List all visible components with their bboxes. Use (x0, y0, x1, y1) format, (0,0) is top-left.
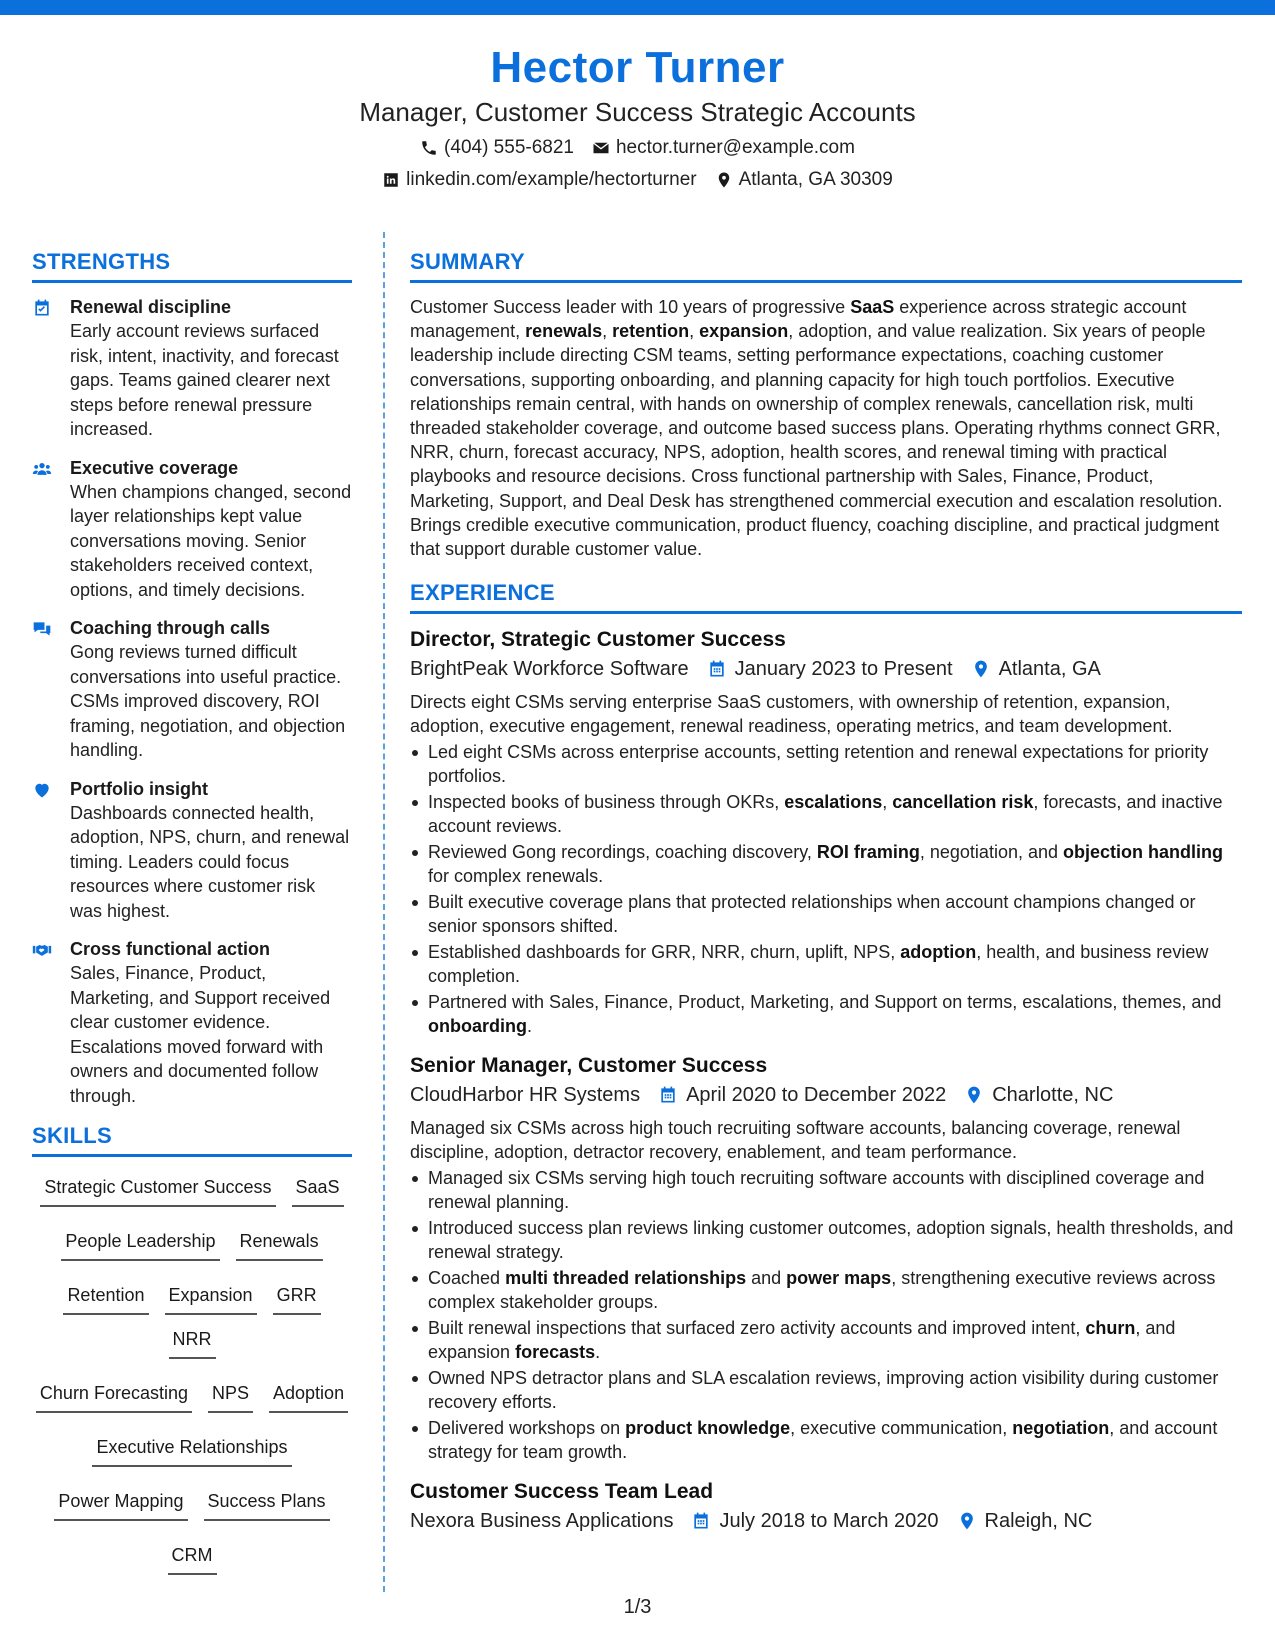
text-segment: . (595, 1342, 601, 1363)
skill-tag: Churn Forecasting (36, 1379, 192, 1413)
skill-tag: Adoption (269, 1379, 348, 1413)
job-bullet (410, 1266, 1242, 1314)
skill-tag: CRM (168, 1541, 217, 1575)
text-segment: Built renewal inspections that surfaced zero activity accounts and improved intent, (428, 1318, 1086, 1339)
skill-tag: NRR (169, 1325, 216, 1359)
job-entry (410, 1052, 1242, 1464)
location-contact (715, 168, 893, 192)
column-divider (383, 232, 385, 1592)
right-column (410, 248, 1242, 1550)
job-dates-text: April 2020 to December 2022 (686, 1084, 947, 1107)
job-bullets (410, 740, 1242, 1038)
text-segment: , (602, 321, 613, 342)
map-pin-icon (715, 171, 733, 189)
summary-heading: SUMMARY (410, 248, 1242, 283)
strength-description: When champions changed, second layer relationships kept value conversations moving. Senior stakeholders received context, options, and timely decisions. (70, 481, 352, 600)
bold-keyword: objection handling (1063, 842, 1224, 863)
text-segment: Built executive coverage plans that protected relationships when account champions changed or senior sponsors shifted. (428, 892, 1196, 937)
strength-title: Coaching through calls (70, 618, 271, 638)
bold-keyword: ROI framing (816, 842, 920, 863)
jobs-list (410, 626, 1242, 1536)
strengths-list (32, 295, 352, 1108)
bold-keyword: retention (612, 321, 690, 342)
strength-item (32, 456, 352, 603)
bold-keyword: negotiation (1012, 1418, 1110, 1439)
calendar-icon (658, 1085, 678, 1105)
contact-row-1 (0, 136, 1275, 160)
strength-description: Gong reviews turned difficult conversations into useful practice. CSMs improved discovery, ROI framing, negotiation, and objection handling. (70, 642, 346, 760)
company (410, 654, 689, 684)
job-dates (707, 654, 953, 684)
strength-title: Renewal discipline (70, 297, 232, 317)
users-icon (32, 459, 52, 479)
job-bullet (410, 1166, 1242, 1214)
job-location (964, 1080, 1113, 1110)
job-title: Director, Strategic Customer Success (410, 628, 786, 652)
text-segment: experience across strategic account management, (410, 297, 1187, 342)
resume-header (0, 40, 1275, 192)
strength-item (32, 777, 352, 924)
company (410, 1506, 673, 1536)
strength-description: Early account reviews surfaced risk, intent, inactivity, and forecast gaps. Teams gained clearer next steps before renewal pressure increased. (70, 321, 339, 439)
strength-item (32, 616, 352, 763)
job-location-text: Charlotte, NC (992, 1084, 1114, 1107)
job-meta (410, 1506, 1242, 1536)
skill-tag: Retention (63, 1281, 148, 1315)
job-entry (410, 1478, 1242, 1536)
strength-title: Cross functional action (70, 939, 271, 959)
job-title: Customer Success Team Lead (410, 1480, 714, 1504)
job-dates (691, 1506, 938, 1536)
text-segment: , health, and business review completion. (428, 942, 1209, 987)
bold-keyword: multi threaded relationships (505, 1268, 747, 1289)
strength-title: Executive coverage (70, 457, 239, 478)
text-segment: , and expansion (428, 1318, 1176, 1363)
text-segment: Delivered workshops on (428, 1418, 626, 1439)
candidate-title: Manager, Customer Success Strategic Accounts (359, 97, 916, 127)
text-segment: Partnered with Sales, Finance, Product, Marketing, and Support on terms, escalations, themes, and (428, 992, 1222, 1013)
text-segment: for complex renewals. (428, 866, 604, 887)
phone-text: (404) 555-6821 (444, 137, 574, 158)
job-description: Managed six CSMs across high touch recruiting software accounts, balancing coverage, renewal discipline, adoption, detractor recovery, enablement, and team performance. (410, 1118, 1181, 1163)
bold-keyword: expansion (699, 321, 789, 342)
bold-keyword: adoption (900, 942, 977, 963)
job-meta (410, 654, 1242, 684)
job-location-text: Atlanta, GA (998, 658, 1101, 681)
job-dates-text: January 2023 to Present (734, 658, 953, 681)
bold-keyword: escalations (784, 792, 883, 813)
text-segment: Reviewed Gong recordings, coaching discovery, (428, 842, 817, 863)
map-pin-icon (964, 1085, 984, 1105)
strengths-heading: STRENGTHS (32, 248, 352, 283)
text-segment: Owned NPS detractor plans and SLA escalation reviews, improving action visibility during customer recovery efforts. (428, 1368, 1219, 1413)
bold-keyword: power maps (786, 1268, 892, 1289)
company-name: Nexora Business Applications (410, 1510, 674, 1533)
skill-tag: Expansion (165, 1281, 257, 1315)
job-bullet (410, 940, 1242, 988)
skills-heading: SKILLS (32, 1122, 352, 1157)
job-location-text: Raleigh, NC (984, 1510, 1093, 1533)
bold-keyword: cancellation risk (892, 792, 1034, 813)
text-segment: Managed six CSMs serving high touch recruiting software accounts with disciplined coverage and renewal planning. (428, 1168, 1205, 1213)
strength-item (32, 937, 352, 1108)
bold-keyword: renewals (525, 321, 603, 342)
contact-row-2 (0, 168, 1275, 192)
strength-description: Sales, Finance, Product, Marketing, and Support received clear customer evidence. Escalations moved forward with owners and documented follow through. (70, 963, 331, 1106)
job-bullets (410, 1166, 1242, 1464)
job-description: Directs eight CSMs serving enterprise SaaS customers, with ownership of retention, expansion, adoption, executive engagement, renewal readiness, operating metrics, and team development. (410, 692, 1173, 737)
text-segment: Customer Success leader with 10 years of progressive (410, 297, 851, 317)
skill-tag: People Leadership (61, 1227, 219, 1261)
text-segment: , forecasts, and inactive account reviews. (428, 792, 1223, 837)
text-segment: , executive communication, (790, 1418, 1013, 1439)
envelope-icon (592, 139, 610, 157)
text-segment: , strengthening executive reviews across complex stakeholder groups. (428, 1268, 1216, 1313)
job-bullet (410, 990, 1242, 1038)
skill-tag: Power Mapping (54, 1487, 187, 1521)
location-text: Atlanta, GA 30309 (738, 169, 893, 190)
company-name: BrightPeak Workforce Software (410, 658, 689, 681)
text-segment: Led eight CSMs across enterprise accounts, setting retention and renewal expectations for priority portfolios. (428, 742, 1209, 787)
bold-keyword: onboarding (428, 1016, 527, 1037)
left-column (32, 248, 352, 1579)
text-segment: , negotiation, and (919, 842, 1064, 863)
email-contact[interactable] (592, 136, 855, 160)
text-segment: , adoption, and value realization. Six years of people leadership include directing CSM teams, setting performance expectations, coaching customer conversations, supporting onboarding, and planning capacity for high touch portfolios. Executive relationships remain central, with hands on ownership of complex renewals, cancellation risk, multi threaded stakeholder coverage, and outcome based success plans. Operating rhythms connect GRR, NRR, churn, forecast accuracy, NPS, adoption, health scores, and renewal timing with practical playbooks and resource decisions. Cross functional partnership with Sales, Finance, Product, Marketing, Support, and Deal Desk has strengthened commercial execution and escalation resolution. Brings credible executive communication, product fluency, coaching discipline, and practical judgment that support durable customer value. (410, 321, 1223, 560)
job-bullet (410, 740, 1242, 788)
summary-text (410, 295, 1242, 561)
skill-tag: NPS (208, 1379, 253, 1413)
job-location (971, 654, 1101, 684)
bold-keyword: SaaS (850, 297, 895, 317)
skill-tag: GRR (273, 1281, 321, 1315)
job-entry (410, 626, 1242, 1038)
job-bullet (410, 1316, 1242, 1364)
bold-keyword: churn (1085, 1318, 1136, 1339)
company (410, 1080, 640, 1110)
text-segment: , and account strategy for team growth. (428, 1418, 1218, 1463)
job-bullet (410, 1366, 1242, 1414)
job-meta (410, 1080, 1242, 1110)
company-name: CloudHarbor HR Systems (410, 1084, 641, 1107)
job-location (957, 1506, 1093, 1536)
handshake-icon (32, 940, 52, 960)
strength-title: Portfolio insight (70, 778, 208, 799)
skill-tag: Strategic Customer Success (40, 1173, 275, 1207)
bold-keyword: forecasts (515, 1342, 596, 1363)
phone-contact (420, 136, 574, 160)
text-segment: Inspected books of business through OKRs, (428, 792, 785, 813)
job-bullet (410, 840, 1242, 888)
skills-section (32, 1122, 352, 1579)
job-bullet (410, 790, 1242, 838)
comments-icon (32, 619, 52, 639)
page-number: 1/3 (623, 1596, 652, 1618)
strength-description: Dashboards connected health, adoption, NPS, churn, and renewal timing. Leaders could focus resources where customer risk was highest. (70, 802, 350, 921)
heart-icon (32, 780, 52, 800)
map-pin-icon (971, 659, 991, 679)
text-segment: , (689, 321, 700, 342)
bold-keyword: product knowledge (625, 1418, 791, 1439)
calendar-icon (707, 659, 727, 679)
linkedin-icon (382, 171, 400, 189)
experience-heading: EXPERIENCE (410, 579, 1242, 614)
job-title: Senior Manager, Customer Success (410, 1054, 768, 1078)
linkedin-contact[interactable] (382, 168, 696, 192)
job-bullet (410, 1416, 1242, 1464)
skill-tag: SaaS (292, 1173, 344, 1207)
skill-tag: Success Plans (204, 1487, 330, 1521)
text-segment: Introduced success plan reviews linking customer outcomes, adoption signals, health thresholds, and renewal strategy. (428, 1218, 1234, 1263)
linkedin-text[interactable]: linkedin.com/example/hectorturner (406, 169, 697, 190)
job-dates-text: July 2018 to March 2020 (719, 1510, 939, 1533)
email-text[interactable]: hector.turner@example.com (615, 137, 855, 158)
job-bullet (410, 1216, 1242, 1264)
text-segment: . (526, 1016, 532, 1037)
text-segment: , (882, 792, 893, 813)
job-bullet (410, 890, 1242, 938)
job-dates (658, 1080, 946, 1110)
candidate-name: Hector Turner (490, 43, 785, 92)
skills-list (32, 1169, 352, 1579)
skill-tag: Renewals (236, 1227, 323, 1261)
phone-icon (420, 139, 438, 157)
skill-tag: Executive Relationships (92, 1433, 291, 1467)
strength-item (32, 295, 352, 442)
calendar-icon (691, 1511, 711, 1531)
text-segment: Established dashboards for GRR, NRR, churn, uplift, NPS, (428, 942, 901, 963)
calendar-check-icon (32, 298, 52, 318)
top-accent-bar (0, 0, 1275, 15)
text-segment: and (746, 1268, 787, 1289)
text-segment: Coached (428, 1268, 506, 1289)
map-pin-icon (957, 1511, 977, 1531)
